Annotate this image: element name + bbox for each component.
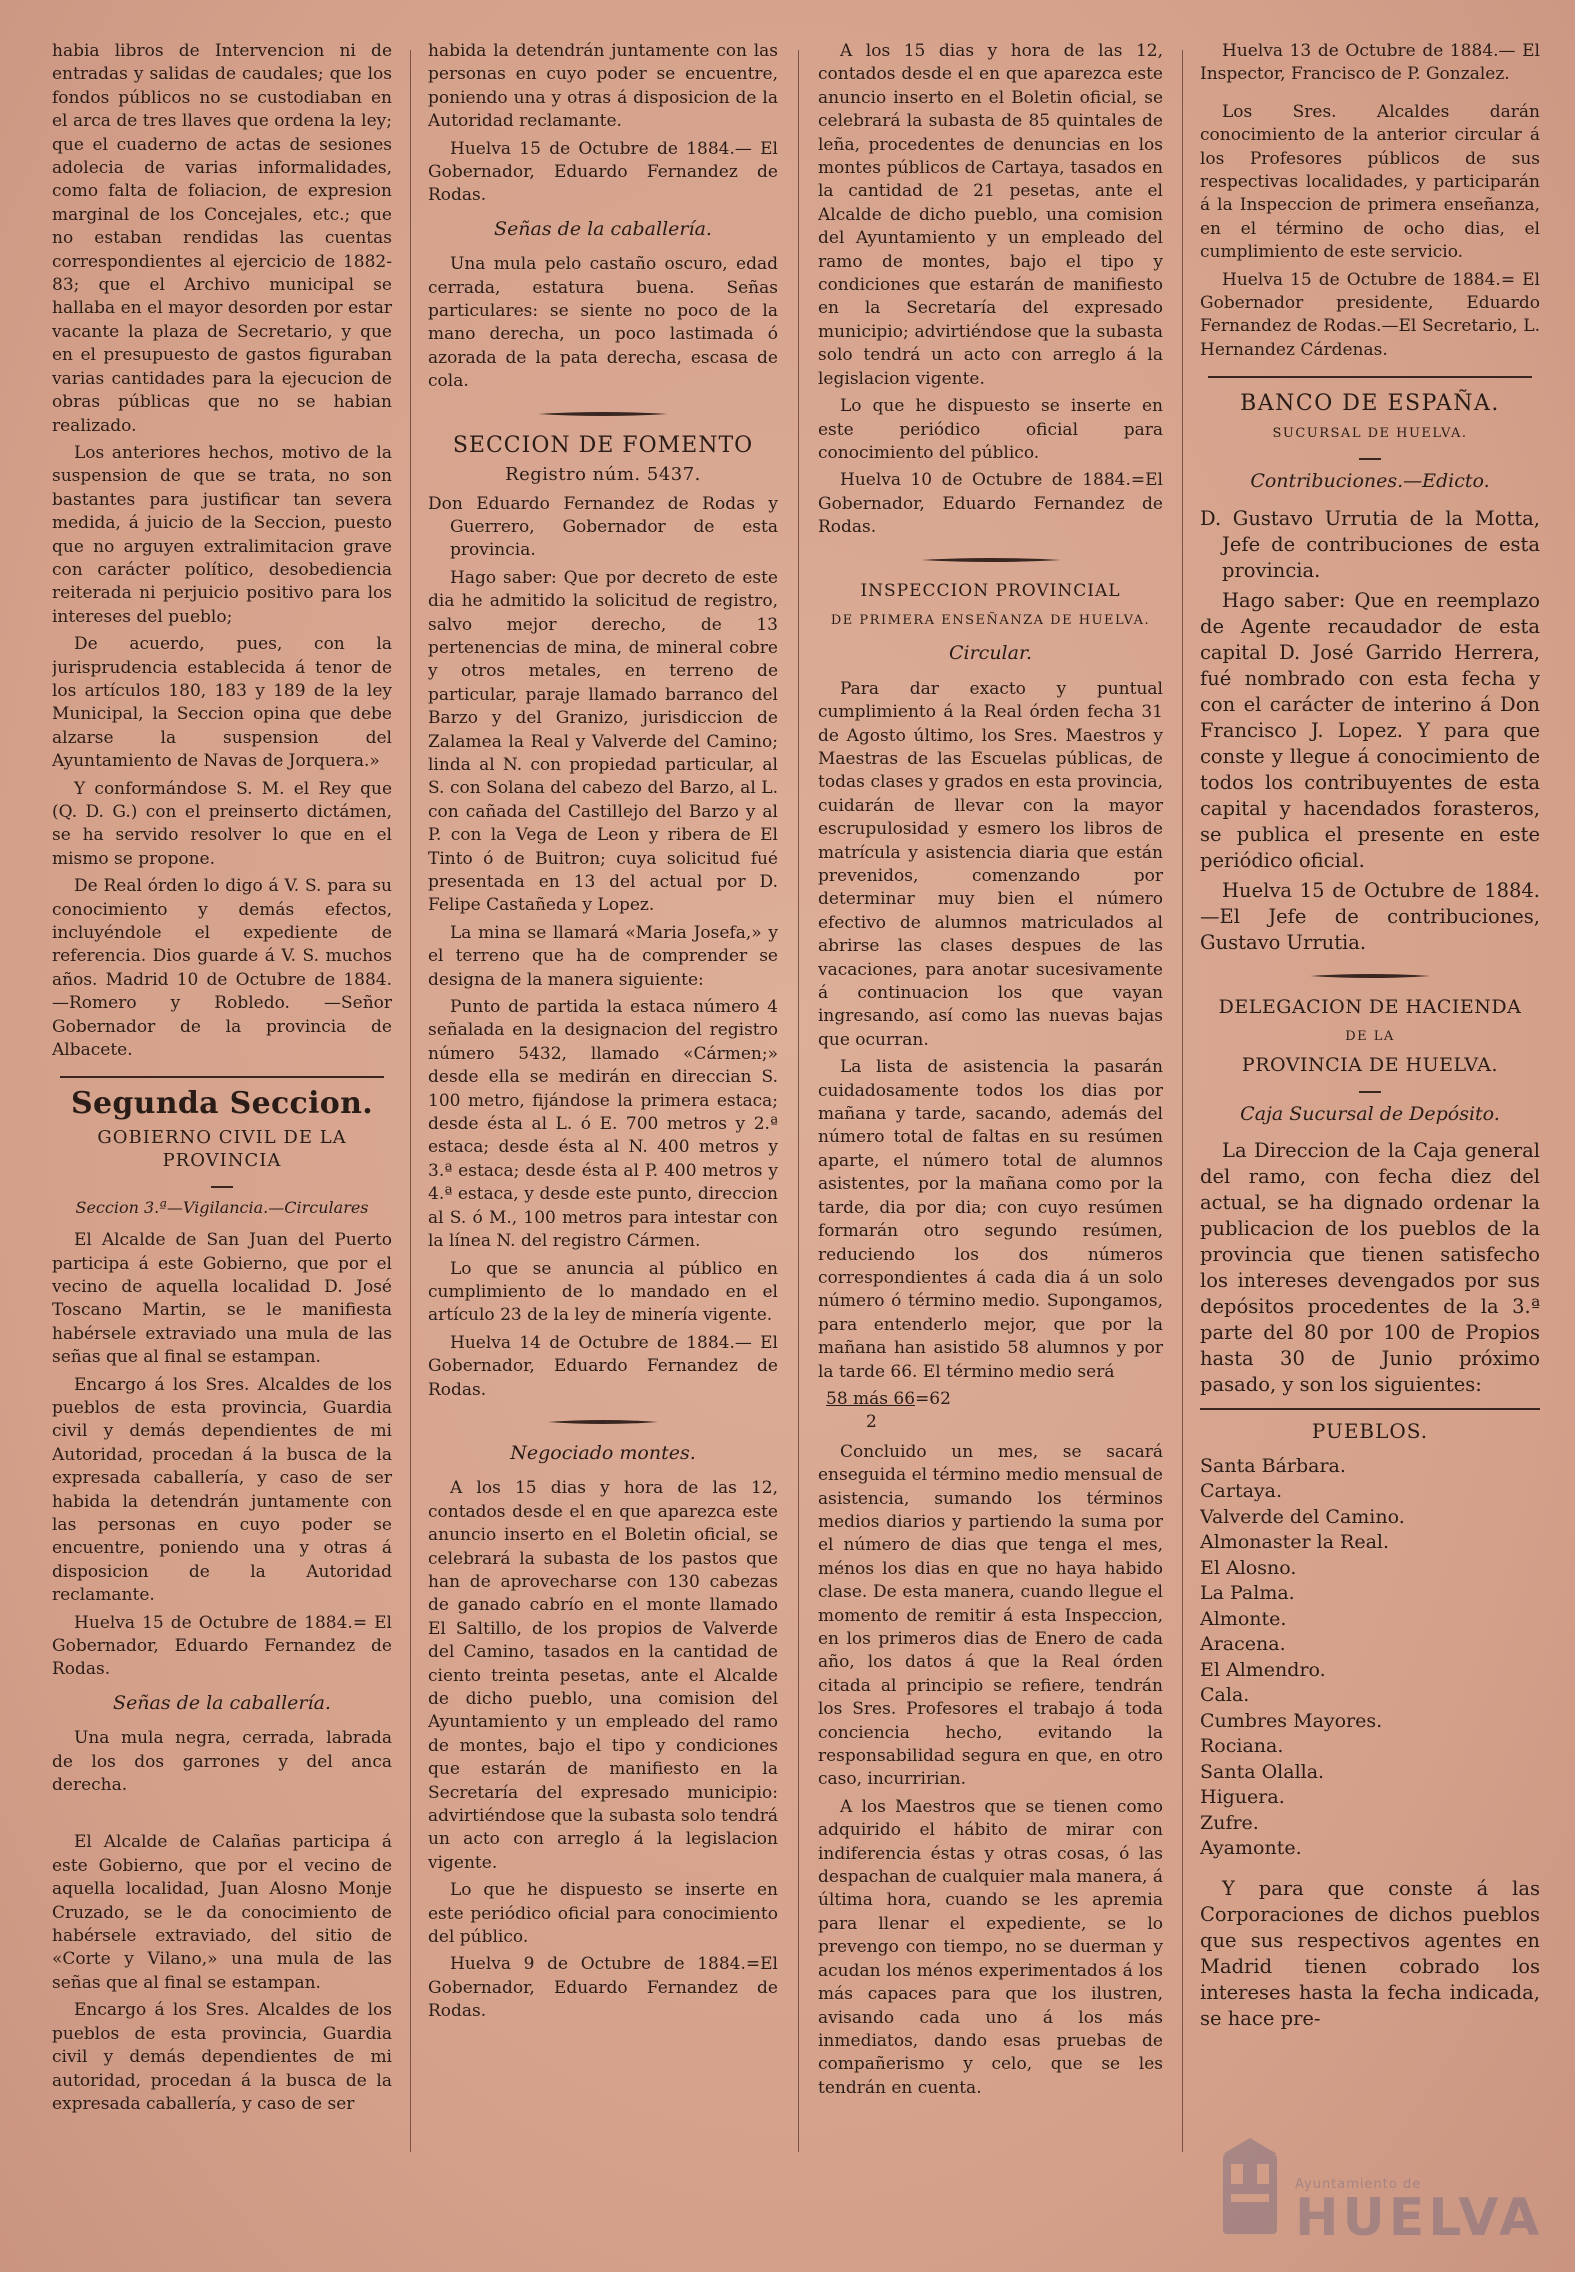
- fraction-denominator: 2: [866, 1412, 877, 1433]
- paragraph: Los Sres. Alcaldes darán conocimiento de la anterior circular á los Profesores públicos de sus respectivas localidades, y participarán á la Inspeccion de primera enseñanza, en el término de ocho dias, el cumplimiento de este servicio.: [1200, 101, 1540, 263]
- heading-sucursal: SUCURSAL DE HUELVA.: [1272, 425, 1468, 441]
- subheading-contribuciones: Contribuciones.—Edicto.: [1250, 470, 1490, 493]
- subheading-caja: Caja Sucursal de Depósito.: [1240, 1102, 1500, 1125]
- fraction-numerator: 58 más 66: [826, 1388, 916, 1409]
- list-item: La Palma.: [1200, 1582, 1295, 1605]
- list-item: Almonte.: [1200, 1607, 1287, 1630]
- paragraph: Lo que he dispuesto se inserte en este periódico oficial para conocimiento del público.: [428, 1880, 778, 1948]
- list-item: Santa Bárbara.: [1200, 1454, 1346, 1477]
- short-rule: [1200, 451, 1540, 460]
- column-rule: [410, 50, 411, 2152]
- signature: Huelva 15 de Octubre de 1884.— El Gobernador, Eduardo Fernandez de Rodas.: [428, 138, 778, 206]
- paragraph: Los anteriores hechos, motivo de la suspension de que se trata, no son bastantes para justificar tan severa medida, á juicio de la Seccion, puesto que no arguyen extralimitacion grave con carácter político, desobediencia reiterada ni perjuicio positivo para los intereses del pueblo;: [52, 442, 392, 627]
- signature: Huelva 13 de Octubre de 1884.— El Inspector, Francisco de P. Gonzalez.: [1200, 41, 1540, 85]
- paragraph: De acuerdo, pues, con la jurisprudencia establecida á tenor de los artículos 180, 183 y 189 de la ley Municipal, la Seccion opina que debe alzarse la suspension del Ayuntamiento de Navas de Jorquera.»: [52, 634, 392, 772]
- list-item: Almonaster la Real.: [1200, 1531, 1390, 1554]
- paragraph: A los Maestros que se tienen como adquirido el hábito de mirar con indiferencia éstas y otras cosas, ó las despachan de cualquier mala manera, á última hora, cuando se les apremia para llenar el expediente, se lo prevengo con tiempo, no se duerman y acudan los ménos experimentados á los más capaces para que los ilustren, avisando cada uno á los más inmediatos, dando esas pruebas de compañerismo y celo, que se les tendrán en cuenta.: [818, 1796, 1163, 2098]
- paragraph: Hago saber: Que por decreto de este dia he admitido la solicitud de registro, salvo mejor derecho, de 13 pertenencias de mina, de mineral cobre y otros metales, en terreno de particular, paraje llamado barranco del Barzo y del Granizo, jurisdiccion de Zalamea la Real y Valverde del Camino; linda al N. con propiedad particular, al S. con Solana del cabezo del Barzo, al L. con cañada del Castillejo del Barzo y al P. con la Vega de Leon y ribera de El Tinto ó de Buitron; cuya solicitud fué presentada en 13 del actual por D. Felipe Castañeda y Lopez.: [428, 567, 778, 916]
- section-separator: [1208, 376, 1532, 378]
- paragraph: Concluido un mes, se sacará enseguida el término medio mensual de asistencia, sumando los términos medios diarios y partiendo la suma por el número de dias que tenga el mes, ménos los dias en que no haya habido clase. De esta manera, cuando llegue el momento de remitir á esta Inspeccion, en los primeros dias de Enero de cada año, los datos á que la Real órden citada al principio se refiere, tendrán los Sres. Profesores el trabajo á toda conciencia hecho, evitando la responsabilidad segura en que, en otro caso, incurririan.: [818, 1441, 1163, 1790]
- paragraph: De Real órden lo digo á V. S. para su conocimiento y demás efectos, incluyéndole el expediente de referencia. Dios guarde á V. S. muchos años. Madrid 10 de Octubre de 1884.—Romero y Robledo. —Señor Gobernador de la provincia de Albacete.: [52, 876, 392, 1061]
- heading-banco: BANCO DE ESPAÑA.: [1240, 391, 1500, 417]
- paragraph: Para dar exacto y puntual cumplimiento á la Real órden fecha 31 de Agosto último, los Sres. Maestros y Maestras de las Escuelas públicas, de todas clases y grados en esta provincia, cuidarán de llevar con la mayor escrupulosidad y esmero los libros de matrícula y asistencia diaria que están prevenidos, comenzando por determinar muy bien el número efectivo de alumnos matriculados al abrirse las clases despues de las vacaciones, para anotar sucesivamente á continuacion los que vayan ingresando, así como las nuevas bajas que ocurran.: [818, 678, 1163, 1050]
- heading-inspeccion: INSPECCION PROVINCIAL: [860, 580, 1121, 601]
- list-item: El Almendro.: [1200, 1658, 1326, 1681]
- paragraph: Encargo á los Sres. Alcaldes de los pueblos de esta provincia, Guardia civil y demás dependientes de mi autoridad, procedan á la busca de la expresada caballería, y caso de ser: [52, 2000, 392, 2114]
- city-crest-icon: [1215, 2134, 1285, 2244]
- list-item: Rociana.: [1200, 1735, 1284, 1758]
- signature: Huelva 10 de Octubre de 1884.=El Gobernador, Eduardo Fernandez de Rodas.: [818, 470, 1163, 538]
- list-item: El Alosno.: [1200, 1556, 1297, 1579]
- signature: Huelva 15 de Octubre de 1884. —El Jefe de contribuciones, Gustavo Urrutia.: [1200, 878, 1540, 954]
- heading-fomento: SECCION DE FOMENTO: [452, 432, 754, 458]
- paragraph: Y para que conste á las Corporaciones de dichos pueblos que sus respectivos agentes en Madrid tienen cobrado los intereses hasta la fecha indicada, se hace pre-: [1200, 1876, 1540, 2030]
- column-4: [1200, 40, 1540, 2240]
- town-list: [1200, 1454, 1540, 1862]
- column-2: [428, 40, 778, 2240]
- paragraph: Punto de partida la estaca número 4 señalada en la designacion del registro número 5432, llamado «Cármen;» desde ella se medirán en direccian S. 100 metro, fijándose la primera estaca; desde ésta al L. ó E. 700 metros y 2.ª estaca; desde ésta al N. 400 metros y 3.ª estaca; desde ésta al P. 400 metros y 4.ª estaca, y desde este punto, direccion al S. ó M., 100 metros para intestar con la línea N. del registro Cármen.: [428, 997, 778, 1252]
- paragraph: A los 15 dias y hora de las 12, contados desde el en que aparezca este anuncio inserto en el Boletin oficial, se celebrará la subasta de 85 quintales de leña, procedentes de denuncias en los montes públicos de Cartaya, tasados en la cantidad de 21 pesetas, ante el Alcalde de dicho pueblo, una comision del Ayuntamiento y un empleado del ramo de montes, bajo el tipo y condiciones que estarán de manifiesto en la Secretaría del expresado municipio; advirtiéndose que la subasta solo tendrá un acto con arreglo á la legislacion vigente.: [818, 41, 1163, 389]
- ornament-rule: [548, 1418, 658, 1426]
- ornament-rule: [921, 556, 1061, 564]
- paragraph: Hago saber: Que en reemplazo de Agente recaudador de esta capital D. José Garrido Herrera, fué nombrado con esta fecha y con el carácter de interino á Don Francisco J. Lopez. Y para que conste y llegue á conocimiento de todos los contribuyentes de esta capital y hacendados forasteros, se publica el presente en este periódico oficial.: [1200, 588, 1540, 872]
- fraction-formula: [826, 1388, 1163, 1435]
- heading-primera-ensenanza: DE PRIMERA ENSEÑANZA DE HUELVA.: [830, 612, 1151, 628]
- paragraph: La Direccion de la Caja general del ramo, con fecha diez del actual, se ha dignado ordenar la publicacion de los pueblos de la provincia que tienen satisfecho los intereses devengados por sus depósitos procedentes de la 3.ª parte del 80 por 100 de Propios hasta 30 de Junio próximo pasado, y son los siguientes:: [1200, 1139, 1540, 1397]
- column-3: [818, 40, 1163, 2240]
- paragraph: A los 15 dias y hora de las 12, contados desde el en que aparezca este anuncio inserto en el Boletin oficial, se celebrará la subasta de los pastos que han de aprovecharse con 130 cabezas de ganado cabrío en el monte llamado El Saltillo, de los propios de Valverde del Camino, tasados en la cantidad de ciento treinta pesetas, ante el Alcalde de dicho pueblo, una comision del Ayuntamiento y un empleado del ramo de montes, bajo el tipo y condiciones que estarán de manifiesto en la Secretaría del expresado municipio: advirtiéndose que la subasta solo tendrá un acto con arreglo á la legislacion vigente.: [428, 1478, 778, 1873]
- heading-provincia: PROVINCIA DE HUELVA.: [1241, 1054, 1499, 1077]
- registro-number: Registro núm. 5437.: [505, 464, 701, 486]
- subheading-circular: Circular.: [948, 642, 1032, 665]
- paragraph: Lo que he dispuesto se inserte en este periódico oficial para conocimiento del público.: [818, 396, 1163, 463]
- subheading-senas: Señas de la caballería.: [494, 217, 712, 240]
- ornament-rule: [1310, 972, 1430, 980]
- paragraph: La lista de asistencia la pasarán cuidadosamente todos los dias por mañana y tarde, sacando, además del número total de faltas en su resúmen aparte, el número total de alumnos asistentes, por la mañana como por la tarde, dia por dia; con cuyo resúmen formarán otro segundo resúmen, reduciendo los dos números correspondientes á cada dia á un solo número ó término medio. Supongamos, para entenderlo mejor, que por la mañana han asistido 58 alumnos y por la tarde 66. El término medio será: [818, 1057, 1163, 1382]
- heading-delegacion: DELEGACION DE HACIENDA: [1218, 995, 1522, 1018]
- short-rule: [1200, 1084, 1540, 1093]
- list-item: Cartaya.: [1200, 1480, 1283, 1503]
- ornament-rule: [538, 410, 668, 418]
- subheading-negociado: Negociado montes.: [510, 1441, 696, 1464]
- subheading-vigilancia: Seccion 3.ª—Vigilancia.—Circulares: [75, 1197, 369, 1217]
- list-item: Valverde del Camino.: [1200, 1505, 1405, 1528]
- list-item: Santa Olalla.: [1200, 1760, 1325, 1783]
- fraction-result: =62: [915, 1388, 951, 1409]
- heading-pueblos: PUEBLOS.: [1311, 1419, 1429, 1444]
- paragraph: Una mula negra, cerrada, labrada de los dos garrones y del anca derecha.: [52, 1728, 392, 1796]
- heading-de-la: DE LA: [1345, 1028, 1395, 1044]
- column-1: [52, 40, 392, 2240]
- paragraph: Y conformándose S. M. el Rey que (Q. D. G.) con el preinserto dictámen, se ha servido resolver lo que en el mismo se propone.: [52, 778, 392, 869]
- list-item: Higuera.: [1200, 1786, 1285, 1809]
- paragraph: D. Gustavo Urrutia de la Motta, Jefe de contribuciones de esta provincia.: [1200, 506, 1540, 582]
- paragraph: El Alcalde de Calañas participa á este Gobierno, que por el vecino de aquella localidad, Juan Alosno Monje Cruzado, se le da conocimiento de habérsele extraviado, del sitio de «Corte y Vilano,» una mula de las señas que al final se estampan.: [52, 1832, 392, 1993]
- paragraph: Don Eduardo Fernandez de Rodas y Guerrero, Gobernador de esta provincia.: [428, 493, 778, 561]
- column-rule: [1182, 50, 1183, 2152]
- paragraph: La mina se llamará «Maria Josefa,» y el terreno que ha de comprender se designa de la manera siguiente:: [428, 922, 778, 990]
- watermark-big-text: HUELVA: [1295, 2188, 1544, 2248]
- paragraph: habia libros de Intervencion ni de entradas y salidas de caudales; que los fondos públicos no se custodiaban en el arca de tres llaves que ordena la ley; que el cuaderno de actas de sesiones adolecia de varias informalidades, como falta de foliacion, de expresion marginal de los Concejales, etc.; que no estaban rendidas las cuentas correspondientes al ejercicio de 1882-83; que el Archivo municipal se hallaba en el mayor desorden por estar vacante la plaza de Secretario, y que en el presupuesto de gastos figuraban varias cantidades para la ejecucion de obras públicas que no se habian realizado.: [52, 41, 392, 436]
- list-item: Ayamonte.: [1200, 1837, 1302, 1860]
- list-item: Aracena.: [1200, 1633, 1286, 1656]
- list-item: Zufre.: [1200, 1811, 1259, 1834]
- huelva-watermark-logo: [1215, 2124, 1545, 2248]
- section-separator: [1200, 1408, 1540, 1410]
- section-separator: [60, 1076, 384, 1078]
- signature: Huelva 15 de Octubre de 1884.= El Gobernador presidente, Eduardo Fernandez de Rodas.—El Secretario, L. Hernandez Cárdenas.: [1200, 269, 1540, 360]
- paragraph: Lo que se anuncia al público en cumplimiento de lo mandado en el artículo 23 de la ley de minería vigente.: [428, 1258, 778, 1326]
- paragraph: Una mula pelo castaño oscuro, edad cerrada, estatura buena. Señas particulares: se siente no poco de la mano derecha, un poco lastimada ó azorada de la pata derecha, escasa de cola.: [428, 254, 778, 392]
- short-rule: [52, 1179, 392, 1188]
- paragraph: Encargo á los Sres. Alcaldes de los pueblos de esta provincia, Guardia civil y demás dependientes de mi Autoridad, procedan á la busca de la expresada caballería, y caso de ser habida la detendrán juntamente con las personas en cuyo poder se encuentre, poniendo una y otras á disposicion de la Autoridad reclamante.: [52, 1374, 392, 1606]
- heading-gobierno-civil: GOBIERNO CIVIL DE LA PROVINCIA: [97, 1126, 347, 1172]
- subheading-senas: Señas de la caballería.: [113, 1691, 331, 1714]
- list-item: Cumbres Mayores.: [1200, 1709, 1383, 1732]
- paragraph: habida la detendrán juntamente con las personas en cuyo poder se encuentre, poniendo una y otras á disposicion de la Autoridad reclamante.: [428, 41, 778, 132]
- paragraph: El Alcalde de San Juan del Puerto participa á este Gobierno, que por el vecino de aquella localidad D. José Toscano Martin, se le manifiesta habérsele extraviado una mula de las señas que al final se estampan.: [52, 1230, 392, 1368]
- column-rule: [798, 50, 799, 2152]
- section-title: Segunda Seccion.: [71, 1086, 373, 1122]
- signature: Huelva 15 de Octubre de 1884.= El Gobernador, Eduardo Fernandez de Rodas.: [52, 1612, 392, 1680]
- signature: Huelva 14 de Octubre de 1884.— El Gobernador, Eduardo Fernandez de Rodas.: [428, 1332, 778, 1400]
- watermark-small-text: Ayuntamiento de: [1295, 2177, 1422, 2192]
- list-item: Cala.: [1200, 1684, 1250, 1707]
- signature: Huelva 9 de Octubre de 1884.=El Gobernador, Eduardo Fernandez de Rodas.: [428, 1954, 778, 2022]
